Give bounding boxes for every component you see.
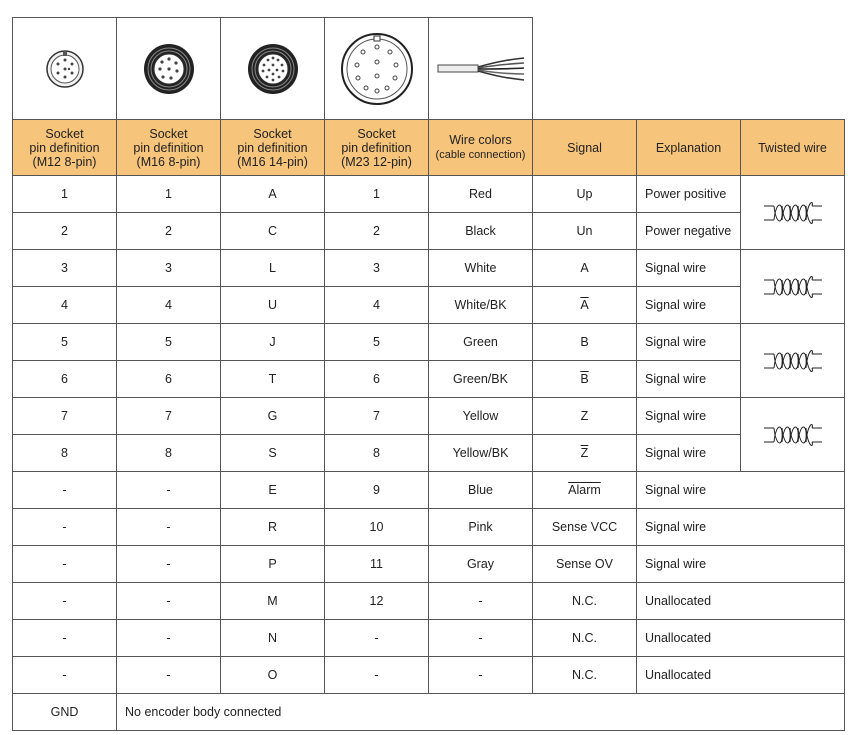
signal-label: N.C. xyxy=(572,668,597,682)
cell-m23: 11 xyxy=(325,546,429,583)
cell-m12: - xyxy=(13,546,117,583)
cell-m16-14: T xyxy=(221,361,325,398)
empty-cell xyxy=(637,18,741,120)
cell-explanation: Unallocated xyxy=(637,620,845,657)
cell-m23: 1 xyxy=(325,176,429,213)
header-explanation: Explanation xyxy=(637,120,741,176)
signal-label: Z xyxy=(580,409,589,423)
header-twisted-wire: Twisted wire xyxy=(741,120,845,176)
cell-m16-8: - xyxy=(117,509,221,546)
cell-color: Green/BK xyxy=(429,361,533,398)
cell-m16-8: 5 xyxy=(117,324,221,361)
cell-signal xyxy=(533,435,637,472)
gnd-row xyxy=(13,694,845,731)
table-row xyxy=(13,620,845,657)
cell-m16-8: 4 xyxy=(117,287,221,324)
cell-m16-14: U xyxy=(221,287,325,324)
cell-m23: 6 xyxy=(325,361,429,398)
cell-signal xyxy=(533,398,637,435)
signal-label: Un xyxy=(576,224,593,238)
cell-m16-14: A xyxy=(221,176,325,213)
signal-label: A xyxy=(580,261,589,275)
table-row xyxy=(13,398,845,435)
signal-label: Sense VCC xyxy=(551,520,618,534)
table-row xyxy=(13,176,845,213)
cable-wires-icon xyxy=(436,54,526,84)
cell-signal xyxy=(533,546,637,583)
cell-m16-8: 3 xyxy=(117,250,221,287)
cell-m23: 8 xyxy=(325,435,429,472)
signal-label: $\overline{B}$ xyxy=(580,372,589,386)
cell-color: Yellow xyxy=(429,398,533,435)
table-row xyxy=(13,583,845,620)
cell-color: Pink xyxy=(429,509,533,546)
cell-m16-8: - xyxy=(117,472,221,509)
pin-definition-table xyxy=(12,17,845,731)
cell-explanation: Signal wire xyxy=(637,287,741,324)
twisted-pair-icon xyxy=(762,196,824,230)
cell-m23: 5 xyxy=(325,324,429,361)
cell-m12: 8 xyxy=(13,435,117,472)
cell-m16-14: L xyxy=(221,250,325,287)
table-row xyxy=(13,324,845,361)
signal-label: Up xyxy=(576,187,593,201)
cell-explanation: Signal wire xyxy=(637,361,741,398)
cell-m16-14: S xyxy=(221,435,325,472)
cell-color: Gray xyxy=(429,546,533,583)
cell-signal xyxy=(533,620,637,657)
cell-m12: 5 xyxy=(13,324,117,361)
table-row xyxy=(13,546,845,583)
cell-m16-14: M xyxy=(221,583,325,620)
cell-m16-14: G xyxy=(221,398,325,435)
cell-signal xyxy=(533,361,637,398)
cell-m16-14: O xyxy=(221,657,325,694)
cell-m16-14: N xyxy=(221,620,325,657)
cell-m16-8: - xyxy=(117,546,221,583)
header-m16-14: Socket pin definition (M16 14-pin) xyxy=(221,120,325,176)
table-row xyxy=(13,435,845,472)
cell-m16-8: - xyxy=(117,583,221,620)
signal-label: $\overline{A}$ xyxy=(580,298,589,312)
m23-connector-cell xyxy=(325,18,429,120)
cell-m12: 2 xyxy=(13,213,117,250)
twisted-pair-icon xyxy=(762,344,824,378)
cell-color: - xyxy=(429,657,533,694)
cell-explanation: Unallocated xyxy=(637,657,845,694)
cell-twisted-wire xyxy=(741,398,845,472)
cell-m12: 4 xyxy=(13,287,117,324)
cell-m23: 4 xyxy=(325,287,429,324)
cell-signal xyxy=(533,472,637,509)
cell-m23: 3 xyxy=(325,250,429,287)
cell-m16-14: R xyxy=(221,509,325,546)
cell-color: White xyxy=(429,250,533,287)
signal-label: $\overline{Z}$ xyxy=(580,446,589,460)
cell-m12: - xyxy=(13,657,117,694)
cell-m12: 7 xyxy=(13,398,117,435)
cell-m12: - xyxy=(13,509,117,546)
cell-m16-8: - xyxy=(117,657,221,694)
m23-12pin-connector-icon xyxy=(340,32,414,106)
m16-8pin-connector-icon xyxy=(143,43,195,95)
cell-signal xyxy=(533,176,637,213)
cell-m16-8: 2 xyxy=(117,213,221,250)
header-m12: Socket pin definition (M12 8-pin) xyxy=(13,120,117,176)
cell-m16-14: C xyxy=(221,213,325,250)
signal-label: N.C. xyxy=(572,631,597,645)
cell-m12: - xyxy=(13,620,117,657)
header-signal: Signal xyxy=(533,120,637,176)
cell-explanation: Signal wire xyxy=(637,398,741,435)
cell-m16-8: 7 xyxy=(117,398,221,435)
empty-cell xyxy=(741,18,845,120)
m16-14pin-connector-icon xyxy=(247,43,299,95)
cell-signal xyxy=(533,657,637,694)
cell-explanation: Power positive xyxy=(637,176,741,213)
cell-twisted-wire xyxy=(741,250,845,324)
cable-wires-cell xyxy=(429,18,533,120)
twisted-pair-icon xyxy=(762,270,824,304)
cell-m12: 3 xyxy=(13,250,117,287)
m16-14pin-connector-cell xyxy=(221,18,325,120)
cell-color: Yellow/BK xyxy=(429,435,533,472)
cell-m23: 12 xyxy=(325,583,429,620)
cell-explanation: Power negative xyxy=(637,213,741,250)
cell-color: Red xyxy=(429,176,533,213)
cell-m23: 10 xyxy=(325,509,429,546)
cell-explanation: Signal wire xyxy=(637,435,741,472)
cell-m23: 9 xyxy=(325,472,429,509)
cell-m16-14: E xyxy=(221,472,325,509)
cell-m16-8: - xyxy=(117,620,221,657)
table-row xyxy=(13,250,845,287)
table-row xyxy=(13,472,845,509)
cell-color: White/BK xyxy=(429,287,533,324)
cell-m12: 6 xyxy=(13,361,117,398)
cell-color: - xyxy=(429,583,533,620)
cell-m12: 1 xyxy=(13,176,117,213)
m16-8pin-connector-cell xyxy=(117,18,221,120)
cell-signal xyxy=(533,250,637,287)
table-row xyxy=(13,213,845,250)
gnd-label: GND xyxy=(13,694,117,731)
cell-m12: - xyxy=(13,583,117,620)
twisted-pair-icon xyxy=(762,418,824,452)
cell-signal xyxy=(533,324,637,361)
table-row xyxy=(13,509,845,546)
cell-m16-14: P xyxy=(221,546,325,583)
cell-explanation: Unallocated xyxy=(637,583,845,620)
cell-explanation: Signal wire xyxy=(637,546,845,583)
cell-m16-8: 8 xyxy=(117,435,221,472)
cell-m16-8: 1 xyxy=(117,176,221,213)
header-m16-8: Socket pin definition (M16 8-pin) xyxy=(117,120,221,176)
cell-m16-8: 6 xyxy=(117,361,221,398)
cell-m23: 2 xyxy=(325,213,429,250)
cell-color: Blue xyxy=(429,472,533,509)
cell-signal xyxy=(533,213,637,250)
cell-m16-14: J xyxy=(221,324,325,361)
signal-label: B xyxy=(580,335,589,349)
cell-color: Green xyxy=(429,324,533,361)
m12-8pin-connector-icon xyxy=(45,49,85,89)
table-row xyxy=(13,361,845,398)
cell-twisted-wire xyxy=(741,324,845,398)
table-row xyxy=(13,657,845,694)
header-wire-colors: Wire colors (cable connection) xyxy=(429,120,533,176)
signal-label: Alarm xyxy=(568,483,601,497)
cell-explanation: Signal wire xyxy=(637,472,845,509)
cell-signal xyxy=(533,583,637,620)
cell-signal xyxy=(533,509,637,546)
cell-m23: - xyxy=(325,620,429,657)
signal-label: N.C. xyxy=(572,594,597,608)
header-m23: Socket pin definition (M23 12-pin) xyxy=(325,120,429,176)
signal-label: Sense OV xyxy=(556,557,613,571)
cell-explanation: Signal wire xyxy=(637,250,741,287)
cell-m23: 7 xyxy=(325,398,429,435)
empty-cell xyxy=(533,18,637,120)
cell-m23: - xyxy=(325,657,429,694)
m12-connector-cell xyxy=(13,18,117,120)
gnd-text: No encoder body connected xyxy=(117,694,845,731)
cell-twisted-wire xyxy=(741,176,845,250)
table-row xyxy=(13,287,845,324)
connector-images-row xyxy=(13,18,845,120)
cell-explanation: Signal wire xyxy=(637,509,845,546)
cell-color: Black xyxy=(429,213,533,250)
cell-color: - xyxy=(429,620,533,657)
cell-m12: - xyxy=(13,472,117,509)
cell-explanation: Signal wire xyxy=(637,324,741,361)
cell-signal xyxy=(533,287,637,324)
header-row xyxy=(13,120,845,176)
